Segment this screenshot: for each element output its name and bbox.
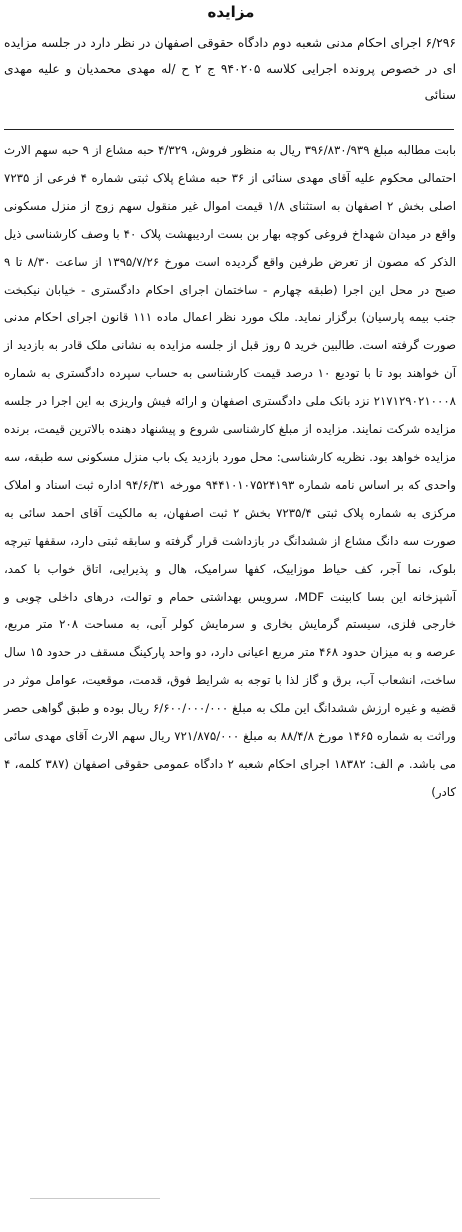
- notice-body-paragraph: بابت مطالبه مبلغ ۳۹۶/۸۳۰/۹۳۹ ریال به منظور فروش، ۴/۳۲۹ حبه مشاع از ۹ حبه سهم الارث احتمالی محکوم علیه آقای مهدی سنائی از ۳۶ حبه مشاع پلاک ثبتی شماره ۴ فرعی از ۷۲۳۵ اصلی بخش ۲ اصفهان به استثنای ۱/۸ قیمت اموال غیر منقول سهم زوج از منزل مسکونی واقع در میدان شهداخ فروغی کوچه بهار بن بست اردیبهشت پلاک ۴۰ با وصف کارشناسی ذیل الذکر که مصون از تعرض طرفین واقع گردیده است مورخ ۱۳۹۵/۷/۲۶ از ساعت ۸/۳۰ تا ۹ صبح در محل این اجرا (طبقه چهارم - ساختمان اجرای احکام دادگستری - خیابان نیکبخت جنب بیمه پارسیان) برگزار نماید. ملک مورد نظر اعمال ماده ۱۱۱ قانون اجرای احکام مدنی صورت گرفته است. طالبین خرید ۵ روز قبل از جلسه مزایده به نشانی ملک قادر به بازدید از آن خواهند بود تا با تودیع ۱۰ درصد قیمت کارشناسی به حساب سپرده دادگستری به شماره ۲۱۷۱۲۹۰۲۱۰۰۰۸ نزد بانک ملی دادگستری اصفهان و ارائه فیش واریزی به این اجرا در جلسه مزایده شرکت نمایند. مزایده از مبلغ کارشناسی شروع و پیشنهاد دهنده بالاترین قیمت، برنده مزایده خواهد بود. نظریه کارشناسی: محل مورد بازدید یک باب منزل مسکونی سه طبقه، سه واحدی که بر اساس نامه شماره ۹۴۴۱۰۱۰۷۵۲۴۱۹۳ مورخه ۹۴/۶/۳۱ اداره ثبت اسناد و املاک مرکزی به شماره پلاک ثبتی ۷۲۳۵/۴ بخش ۲ ثبت اصفهان، به مالکیت آقای احمد سائی به صورت سه دانگ مشاع از ششدانگ در بازداشت قرار گرفته و سابقه ثبتی دارد، سقفها تیرچه بلوک، نما آجر، کف حیاط موزاییک، کفها سرامیک، هال و پذیرایی، اتاق خواب با کمد، آشپزخانه این بسا کابینت MDF، سرویس بهداشتی حمام و توالت، درهای داخلی چوبی و خارجی فلزی، سیستم گرمایش بخاری و سرمایش کولر آبی، به مساحت ۲۰۸ متر مربع، عرصه و به میزان حدود ۴۶۸ متر مربع اعیانی دارد، دو واحد پارکینگ مسقف در حدود ۱۵ سال ساخت، انشعاب آب، برق و گاز لذا با توجه به شرایط فوق، قدمت، موقعیت، عوامل موثر در قضیه و غیره ارزش ششدانگ این ملک به مبلغ ۶/۶۰۰/۰۰۰/۰۰۰ ریال بوده و طبق گواهی حصر وراثت به شماره ۱۴۶۵ مورخ ۸۸/۴/۸ به مبلغ ۷۲۱/۸۷۵/۰۰۰ ریال سهم الارث آقای مهدی سائی می باشد. م الف: ۱۸۳۸۲ اجرای احکام شعبه ۲ دادگاه عمومی حقوقی اصفهان (۳۸۷ کلمه، ۴ کادر): [4, 143, 457, 799]
- header-divider: [4, 129, 454, 130]
- notice-title: مزایده: [207, 3, 255, 21]
- notice-header-paragraph: ۶/۲۹۶ اجرای احکام مدنی شعبه دوم دادگاه حقوقی اصفهان در نظر دارد در جلسه مزایده ای در خصوص پرونده اجرایی کلاسه ۹۴۰۲۰۵ ج ۲ ح /له مهدی محمدیان و علیه مهدی سنائی: [4, 36, 456, 102]
- bottom-bleed-mark: [30, 1198, 160, 1205]
